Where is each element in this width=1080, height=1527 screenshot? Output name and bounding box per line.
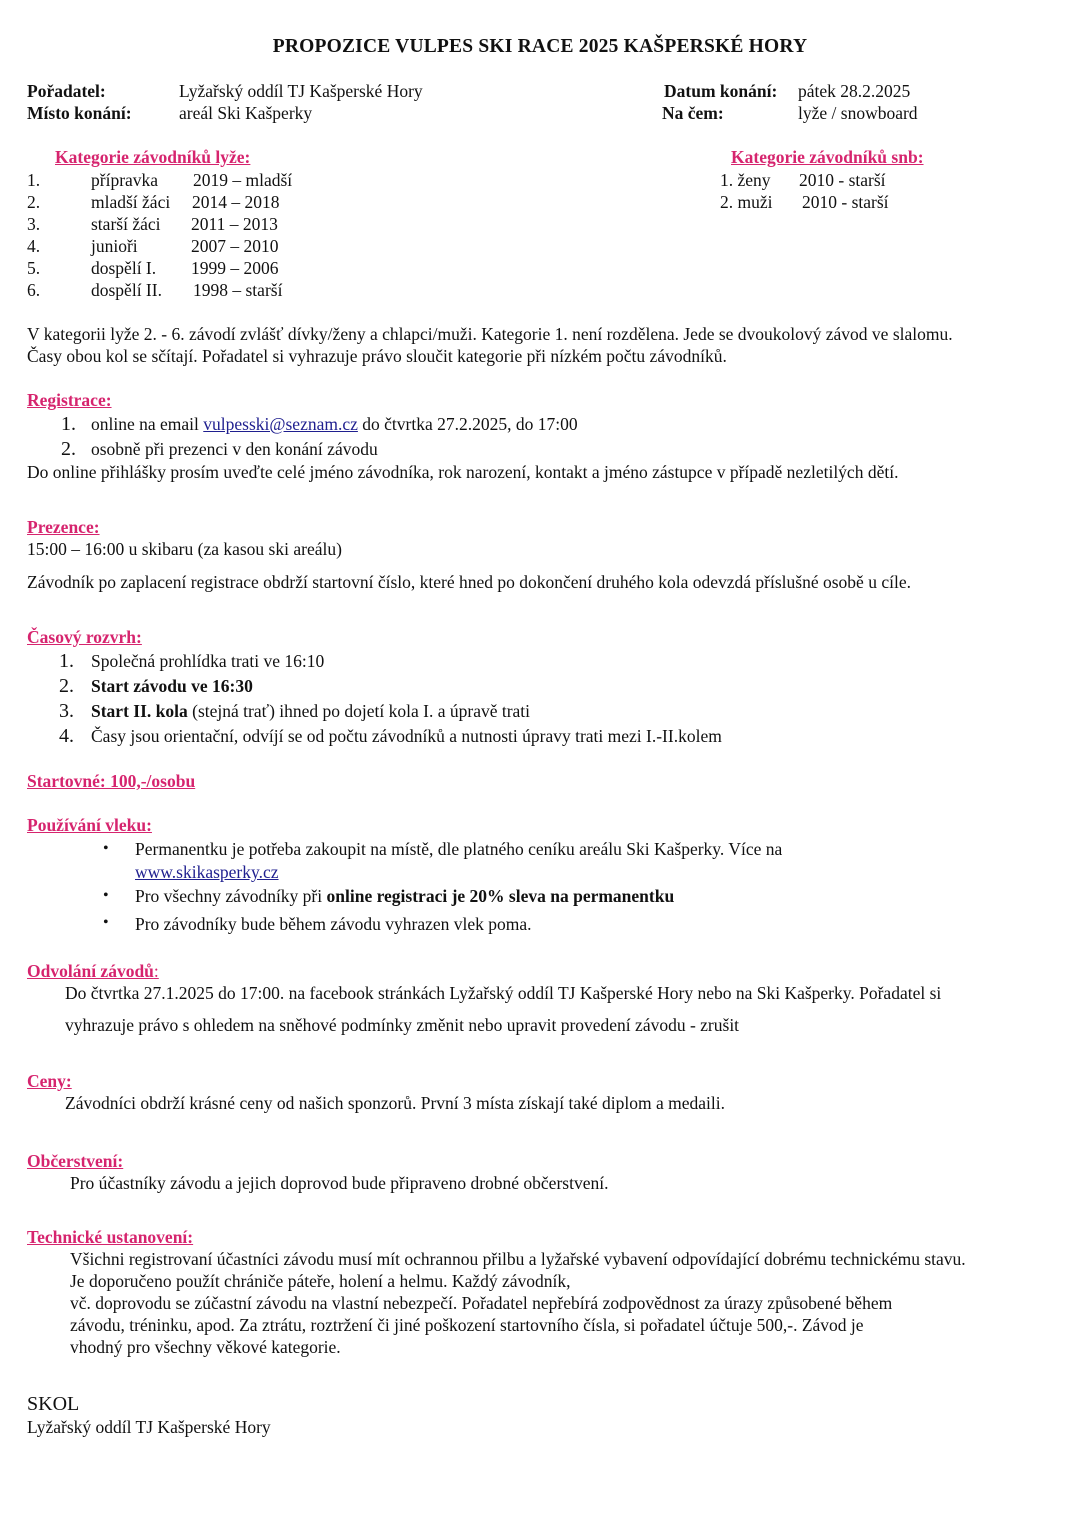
cancel-heading: Odvolání závodů xyxy=(27,961,154,981)
list-item-number: 6. xyxy=(27,280,41,300)
list-item-years: 2014 – 2018 xyxy=(192,192,280,212)
schedule-heading: Časový rozvrh: xyxy=(27,627,142,647)
bullet-icon: • xyxy=(103,887,109,904)
list-item-years: 1999 – 2006 xyxy=(191,258,279,278)
list-item-name: junioři xyxy=(91,236,138,256)
place-value: areál Ski Kašperky xyxy=(179,103,313,123)
list-item-years: 2010 - starší xyxy=(802,192,889,212)
list-item-name: 2. muži xyxy=(720,192,773,212)
list-number-2: 2. xyxy=(59,675,74,697)
lift-item-1: Permanentku je potřeba zakoupit na místě, dle platného ceníku areálu Ski Kašperky. Více na xyxy=(135,839,783,859)
list-item-number: 3. xyxy=(27,214,41,234)
date-value: pátek 28.2.2025 xyxy=(798,81,911,101)
list-item-number: 1. xyxy=(27,170,41,190)
prizes-text: Závodníci obdrží krásné ceny od našich sponzorů. První 3 místa získají také diplom a medaili. xyxy=(65,1093,725,1113)
page-title: PROPOZICE VULPES SKI RACE 2025 KAŠPERSKÉ HORY xyxy=(272,36,808,57)
list-item-number: 5. xyxy=(27,258,41,278)
website-link[interactable]: www.skikasperky.cz xyxy=(135,862,279,882)
list-item-name: mladší žáci xyxy=(91,192,171,212)
snb-categories-heading: Kategorie závodníků snb: xyxy=(731,147,924,167)
lift-item-2-bold: online registraci je 20% sleva na permanentku xyxy=(326,886,675,906)
lift-item-3: Pro závodníky bude během závodu vyhrazen vlek poma. xyxy=(135,914,532,934)
list-number-3: 3. xyxy=(59,700,74,722)
schedule-item-1: Společná prohlídka trati ve 16:10 xyxy=(91,651,325,671)
schedule-item-4: Časy jsou orientační, odvíjí se od počtu závodníků a nutnosti úpravy trati mezi I.-II.kolem xyxy=(91,726,722,746)
on-value: lyže / snowboard xyxy=(798,103,918,123)
list-item-years: 2007 – 2010 xyxy=(191,236,279,256)
list-number-2: 2. xyxy=(61,438,76,460)
prizes-heading: Ceny: xyxy=(27,1071,72,1091)
schedule-item-3-bold: Start II. kola xyxy=(91,701,188,721)
bullet-icon: • xyxy=(103,914,109,931)
cancel-heading-colon: : xyxy=(153,961,159,981)
email-link[interactable]: vulpesski@seznam.cz xyxy=(203,414,358,434)
list-item-number: 4. xyxy=(27,236,41,256)
registration-item-1 xyxy=(91,414,578,435)
technical-heading: Technické ustanovení: xyxy=(27,1227,194,1247)
on-label: Na čem: xyxy=(662,103,724,123)
registration-item-2: osobně při prezenci v den konání závodu xyxy=(91,439,378,459)
technical-line-3: vč. doprovodu se zúčastní závodu na vlastní nebezpečí. Pořadatel nepřebírá zodpovědnost za úrazy způsobené během xyxy=(70,1293,893,1313)
technical-line-4: závodu, tréninku, apod. Za ztrátu, roztržení či jiné poškození startovního čísla, si pořadatel účtuje 500,-. Závod je xyxy=(70,1315,864,1335)
place-label: Místo konání: xyxy=(27,103,132,123)
fee-heading: Startovné: 100,-/osobu xyxy=(27,771,196,791)
technical-line-2: Je doporučeno použít chrániče páteře, holení a helmu. Každý závodník, xyxy=(70,1271,571,1291)
list-number-4: 4. xyxy=(59,725,74,747)
list-number-1: 1. xyxy=(61,413,76,435)
technical-line-5: vhodný pro všechny věkové kategorie. xyxy=(70,1337,341,1357)
organizer-value: Lyžařský oddíl TJ Kašperské Hory xyxy=(179,81,423,101)
list-item-years: 2019 – mladší xyxy=(193,170,293,190)
intro-line-2: Časy obou kol se sčítají. Pořadatel si vyhrazuje právo sloučit kategorie při nízkém počtu závodníků. xyxy=(27,346,727,366)
footer-signature: Lyžařský oddíl TJ Kašperské Hory xyxy=(27,1417,271,1437)
lift-item-2-text: Pro všechny závodníky při xyxy=(135,886,327,906)
registration-item-1-suffix: do čtvrtka 27.2.2025, do 17:00 xyxy=(357,414,578,434)
bullet-icon: • xyxy=(103,840,109,857)
list-item-years: 2011 – 2013 xyxy=(191,214,278,234)
list-item-name: starší žáci xyxy=(91,214,161,234)
registration-item-1-text: online na email xyxy=(91,414,204,434)
schedule-item-2: Start závodu ve 16:30 xyxy=(91,676,253,696)
schedule-item-3 xyxy=(91,701,530,722)
list-number-1: 1. xyxy=(59,650,74,672)
ski-categories-heading: Kategorie závodníků lyže: xyxy=(55,147,251,167)
list-item-name: 1. ženy xyxy=(720,170,771,190)
footer-greeting: SKOL xyxy=(27,1393,80,1415)
technical-line-1: Všichni registrovaní účastníci závodu musí mít ochrannou přilbu a lyžařské vybavení odpovídající dobrému technickému stavu. xyxy=(70,1249,966,1269)
list-item-name: dospělí II. xyxy=(91,280,162,300)
list-item-name: dospělí I. xyxy=(91,258,157,278)
refreshments-text: Pro účastníky závodu a jejich doprovod bude připraveno drobné občerstvení. xyxy=(70,1173,609,1193)
presence-heading: Prezence: xyxy=(27,517,100,537)
lift-item-2 xyxy=(135,886,674,907)
cancel-heading-wrap xyxy=(27,961,159,982)
refreshments-heading: Občerstvení: xyxy=(27,1151,124,1171)
presence-time: 15:00 – 16:00 u skibaru (za kasou ski areálu) xyxy=(27,539,342,559)
date-label: Datum konání: xyxy=(664,81,778,101)
list-item-name: přípravka xyxy=(91,170,159,190)
registration-heading: Registrace: xyxy=(27,390,112,410)
presence-text: Závodník po zaplacení registrace obdrží startovní číslo, které hned po dokončení druhého kola odevzdá příslušné osobě u cíle. xyxy=(27,572,911,592)
list-item-number: 2. xyxy=(27,192,41,212)
registration-note: Do online přihlášky prosím uveďte celé jméno závodníka, rok narození, kontakt a jméno zástupce v případě nezletilých dětí. xyxy=(27,462,899,482)
organizer-label: Pořadatel: xyxy=(27,81,106,101)
list-item-years: 2010 - starší xyxy=(799,170,886,190)
cancel-line-1: Do čtvrtka 27.1.2025 do 17:00. na facebook stránkách Lyžařský oddíl TJ Kašperské Hory nebo na Ski Kašperky. Pořadatel si xyxy=(65,983,942,1003)
lift-heading: Používání vleku: xyxy=(27,815,152,835)
schedule-item-3-rest: (stejná trať) ihned po dojetí kola I. a úpravě trati xyxy=(187,701,531,721)
cancel-line-2: vyhrazuje právo s ohledem na sněhové podmínky změnit nebo upravit provedení závodu - zrušit xyxy=(65,1015,740,1035)
list-item-years: 1998 – starší xyxy=(193,280,283,300)
intro-line-1: V kategorii lyže 2. - 6. závodí zvlášť dívky/ženy a chlapci/muži. Kategorie 1. není rozdělena. Jede se dvoukolový závod ve slalomu. xyxy=(27,324,953,344)
